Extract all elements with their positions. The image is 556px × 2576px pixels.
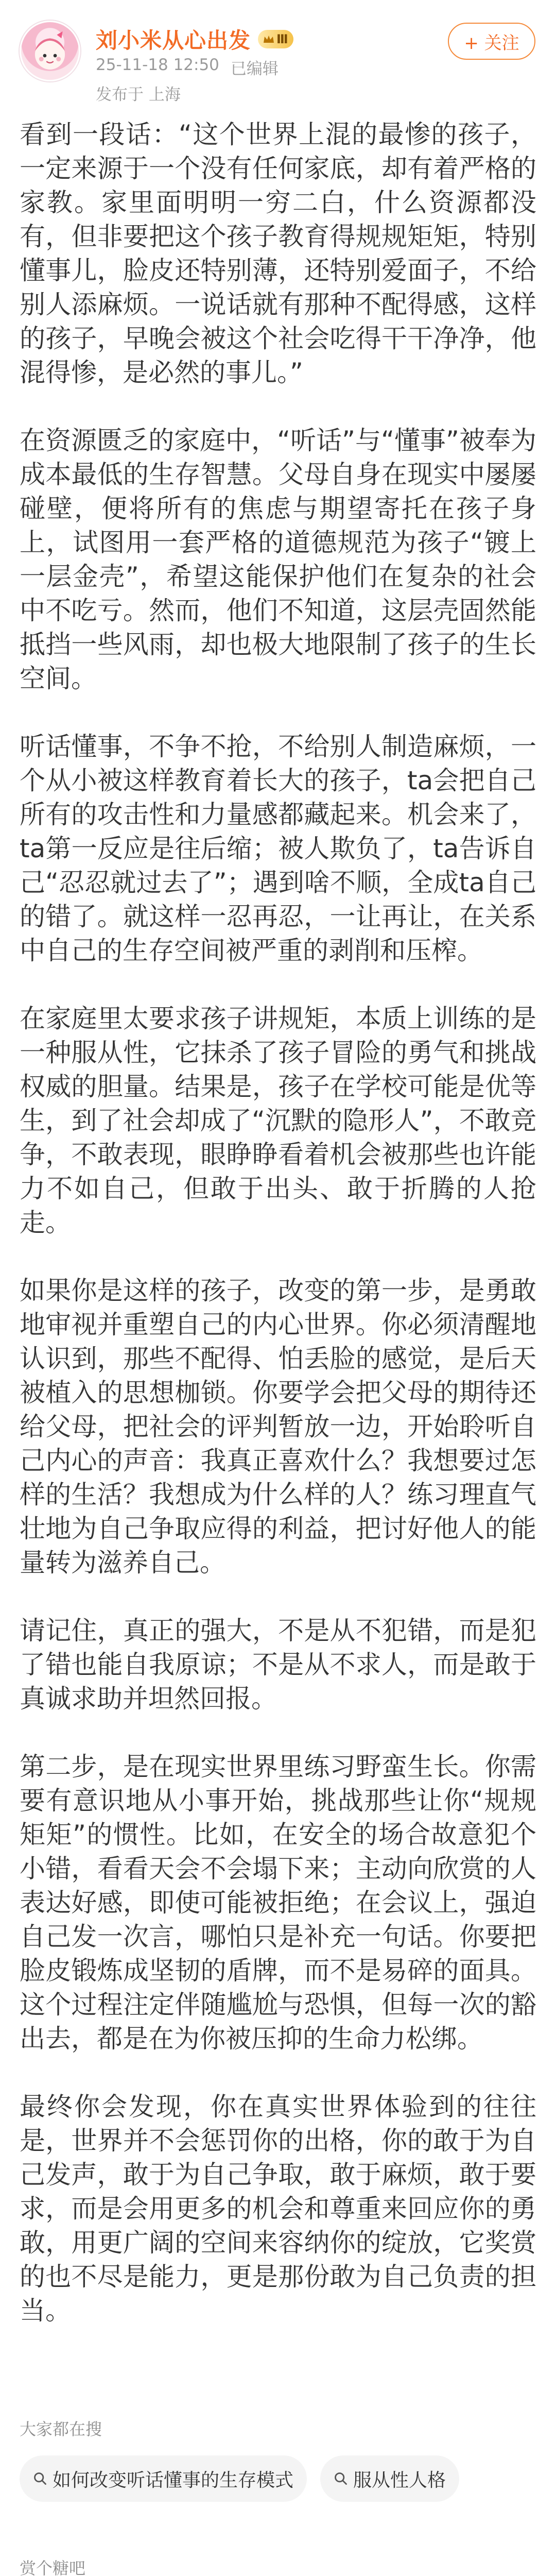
trending-search-label: 大家都在搜 <box>20 2419 102 2439</box>
avatar-cartoon-icon <box>21 22 79 80</box>
post-location: 发布于 上海 <box>96 86 181 104</box>
crown-icon <box>263 35 274 44</box>
search-chip-label: 服从性人格 <box>353 2469 446 2491</box>
search-chip[interactable] <box>20 2455 307 2502</box>
search-icon <box>334 2471 348 2486</box>
edited-label[interactable]: 已编辑 <box>230 60 279 78</box>
search-icon <box>33 2471 47 2486</box>
post-meta <box>96 56 279 79</box>
search-chip[interactable] <box>320 2455 459 2502</box>
follow-button[interactable]: + 关注 <box>448 23 535 60</box>
avatar[interactable] <box>20 21 80 81</box>
post-timestamp: 25-11-18 12:50 <box>96 56 219 74</box>
paragraph: 在资源匮乏的家庭中，“听话”与“懂事”被奉为成本最低的生存智慧。父母自身在现实中屡屡碰壁，便将所有的焦虑与期望寄托在孩子身上，试图用一套严格的道德规范为孩子“镀上一层金壳”，希望这能保护他们在复杂的社会中不吃亏。然而，他们不知道，这层壳固然能抵挡一些风雨，却也极大地限制了孩子的生长空间。 <box>20 426 536 693</box>
reward-section <box>20 2555 536 2576</box>
author-name[interactable]: 刘小米从心出发 <box>96 28 251 53</box>
search-chips <box>20 2455 536 2502</box>
paragraph: 看到一段话：“这个世界上混的最惨的孩子，一定来源于一个没有任何家底，却有着严格的家教。家里面明明一穷二白，什么资源都没有，但非要把这个孩子教育得规规矩矩，特别懂事儿，脸皮还特别薄，还特别爱面子，不给别人添麻烦。一说话就有那种不配得感，这样的孩子，早晚会被这个社会吃得干干净净，他混得惨，是必然的事儿。” <box>20 120 536 387</box>
paragraph: 最终你会发现，你在真实世界体验到的往往是，世界并不会惩罚你的出格，你的敢于为自己发声，敢于为自己争取，敢于麻烦，敢于要求，而是会用更多的机会和尊重来回应你的勇敢，用更广阔的空间来容纳你的绽放，它奖赏的也不尽是能力，更是那份敢为自己负责的担当。 <box>20 2092 536 2326</box>
search-chip-label: 如何改变听话懂事的生存模式 <box>53 2469 294 2491</box>
trending-search-section <box>20 2416 536 2502</box>
paragraph: 听话懂事，不争不抢，不给别人制造麻烦，一个从小被这样教育着长大的孩子，ta会把自己所有的攻击性和力量感都藏起来。机会来了，ta第一反应是往后缩；被人欺负了，ta告诉自己“忍忍就过去了”；遇到啥不顺，全成ta自己的错了。就这样一忍再忍，一让再让，在关系中自己的生存空间被严重的剥削和压榨。 <box>20 732 536 965</box>
vip-badge[interactable] <box>258 30 293 48</box>
reward-label: 赏个糖吧 <box>20 2558 86 2576</box>
paragraph: 第二步，是在现实世界里练习野蛮生长。你需要有意识地从小事开始，挑战那些让你“规规矩矩”的惯性。比如，在安全的场合故意犯个小错，看看天会不会塌下来；主动向欣赏的人表达好感，即使可能被拒绝；在会议上，强迫自己发一次言，哪怕只是补充一句话。你要把脸皮锻炼成坚韧的盾牌，而不是易碎的面具。这个过程注定伴随尴尬与恐惧，但每一次的豁出去，都是在为你被压抑的生命力松绑。 <box>20 1752 536 2054</box>
post-header <box>0 0 556 113</box>
author-name-row <box>96 24 293 55</box>
paragraph: 如果你是这样的孩子，改变的第一步，是勇敢地审视并重塑自己的内心世界。你必须清醒地认识到，那些不配得、怕丢脸的感觉，是后天被植入的思想枷锁。你要学会把父母的期待还给父母，把社会的评判暂放一边，开始聆听自己内心的声音：我真正喜欢什么？我想要过怎样的生活？我想成为什么样的人？练习理直气壮地为自己争取应得的利益，把讨好他人的能量转为滋养自己。 <box>20 1276 536 1578</box>
paragraph: 在家庭里太要求孩子讲规矩，本质上训练的是一种服从性，它抹杀了孩子冒险的勇气和挑战权威的胆量。结果是，孩子在学校可能是优等生，到了社会却成了“沉默的隐形人”，不敢竞争，不敢表现，眼睁睁看着机会被那些也许能力不如自己，但敢于出头、敢于折腾的人抢走。 <box>20 1004 536 1238</box>
paragraph: 请记住，真正的强大，不是从不犯错，而是犯了错也能自我原谅；不是从不求人，而是敢于真诚求助并坦然回报。 <box>20 1616 536 1714</box>
post-body <box>20 117 536 2362</box>
vip-level: Ⅲ <box>276 32 288 46</box>
